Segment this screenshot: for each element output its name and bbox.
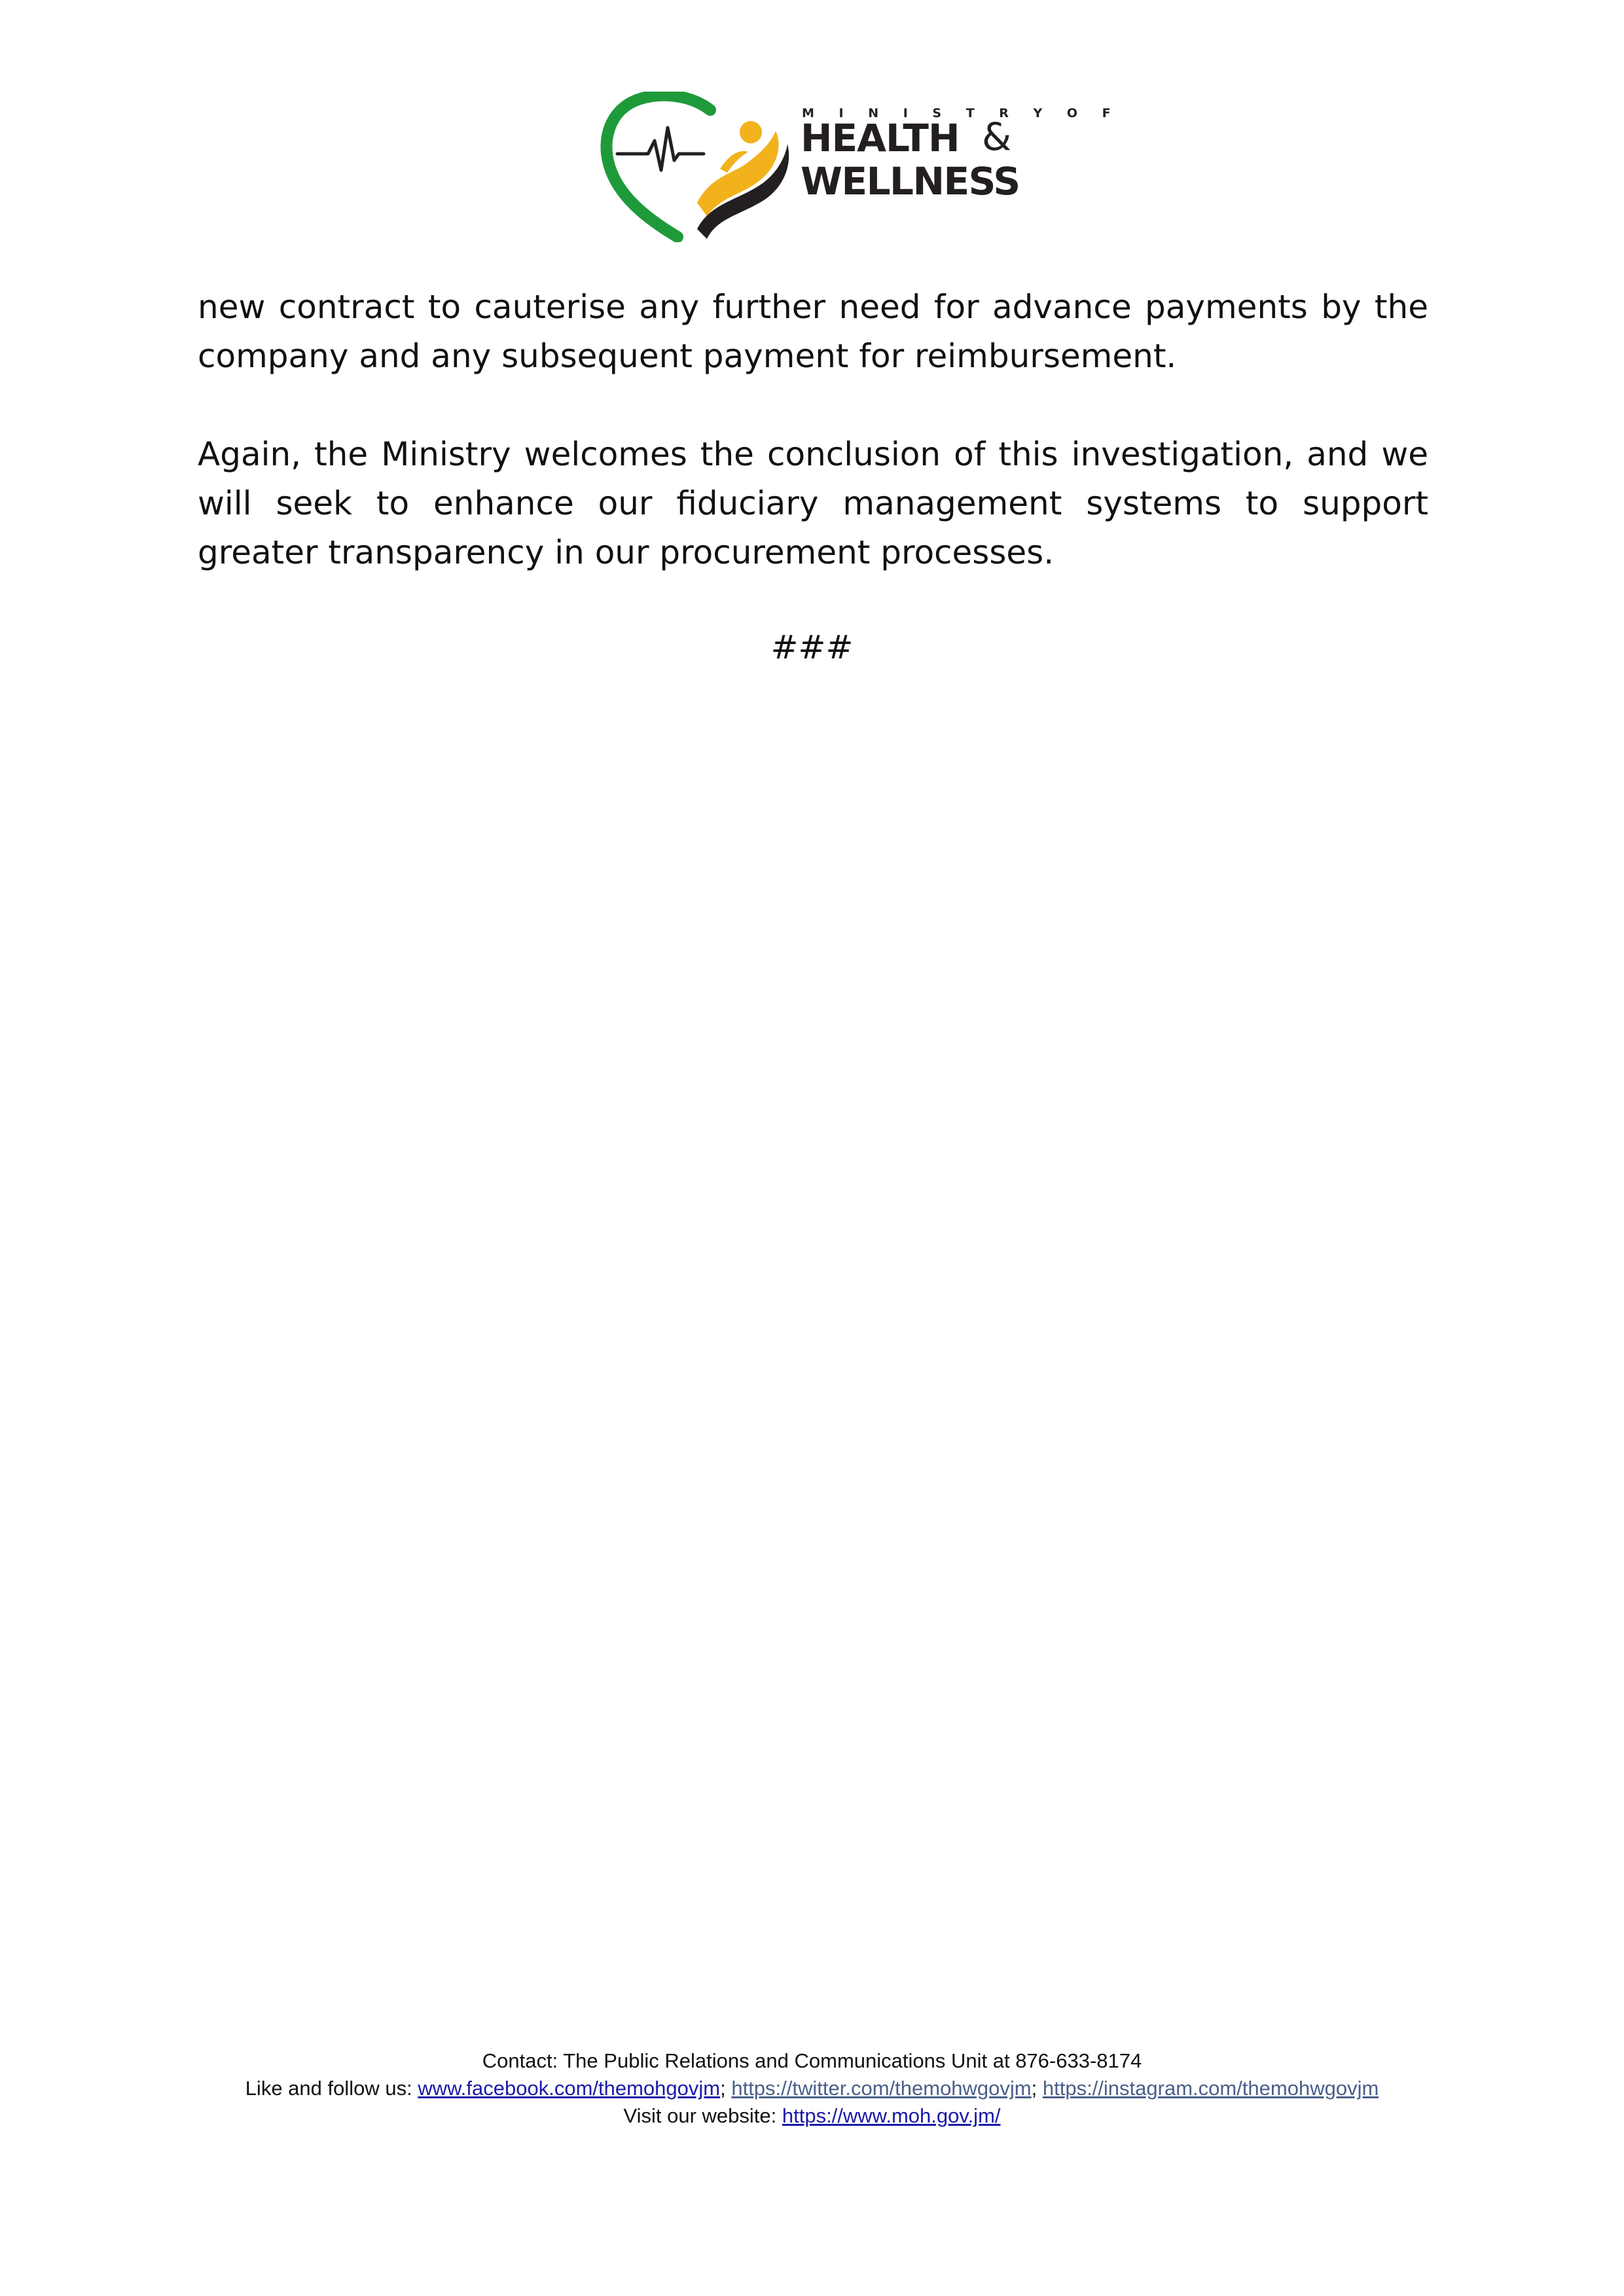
- logo-health-text: HEALTH: [801, 116, 960, 160]
- page-footer: [0, 2047, 1624, 2130]
- instagram-link[interactable]: https://instagram.com/themohwgovjm: [1042, 2077, 1379, 2100]
- separator: ;: [1031, 2077, 1043, 2100]
- footer-contact-line: Contact: The Public Relations and Communications Unit at 876-633-8174: [482, 2049, 1142, 2072]
- footer-website-line: [0, 2102, 1624, 2130]
- logo-ministry-of-text: M I N I S T R Y O F: [802, 106, 1121, 120]
- twitter-link[interactable]: https://twitter.com/themohwgovjm: [731, 2077, 1032, 2100]
- logo-wellness-text: WELLNESS: [801, 159, 1020, 204]
- footer-follow-label: Like and follow us:: [245, 2077, 418, 2100]
- end-of-release-mark: ###: [770, 628, 854, 666]
- heart-heartbeat-person-icon: [599, 92, 795, 242]
- footer-social-line: [0, 2075, 1624, 2102]
- press-release-body: [198, 283, 1428, 626]
- logo-ampersand-text: &: [982, 115, 1012, 159]
- body-paragraph: Again, the Ministry welcomes the conclusion of this investigation, and we will seek to enhance our fiduciary management systems to support greater transparency in our procurement processes.: [198, 435, 1428, 571]
- separator: ;: [720, 2077, 732, 2100]
- ministry-logo: [599, 92, 1121, 249]
- footer-website-label: Visit our website:: [623, 2104, 782, 2127]
- facebook-link[interactable]: www.facebook.com/themohgovjm: [418, 2077, 721, 2100]
- body-paragraph: new contract to cauterise any further need for advance payments by the company and any subsequent payment for reimbursement.: [198, 288, 1428, 375]
- website-link[interactable]: https://www.moh.gov.jm/: [782, 2104, 1001, 2127]
